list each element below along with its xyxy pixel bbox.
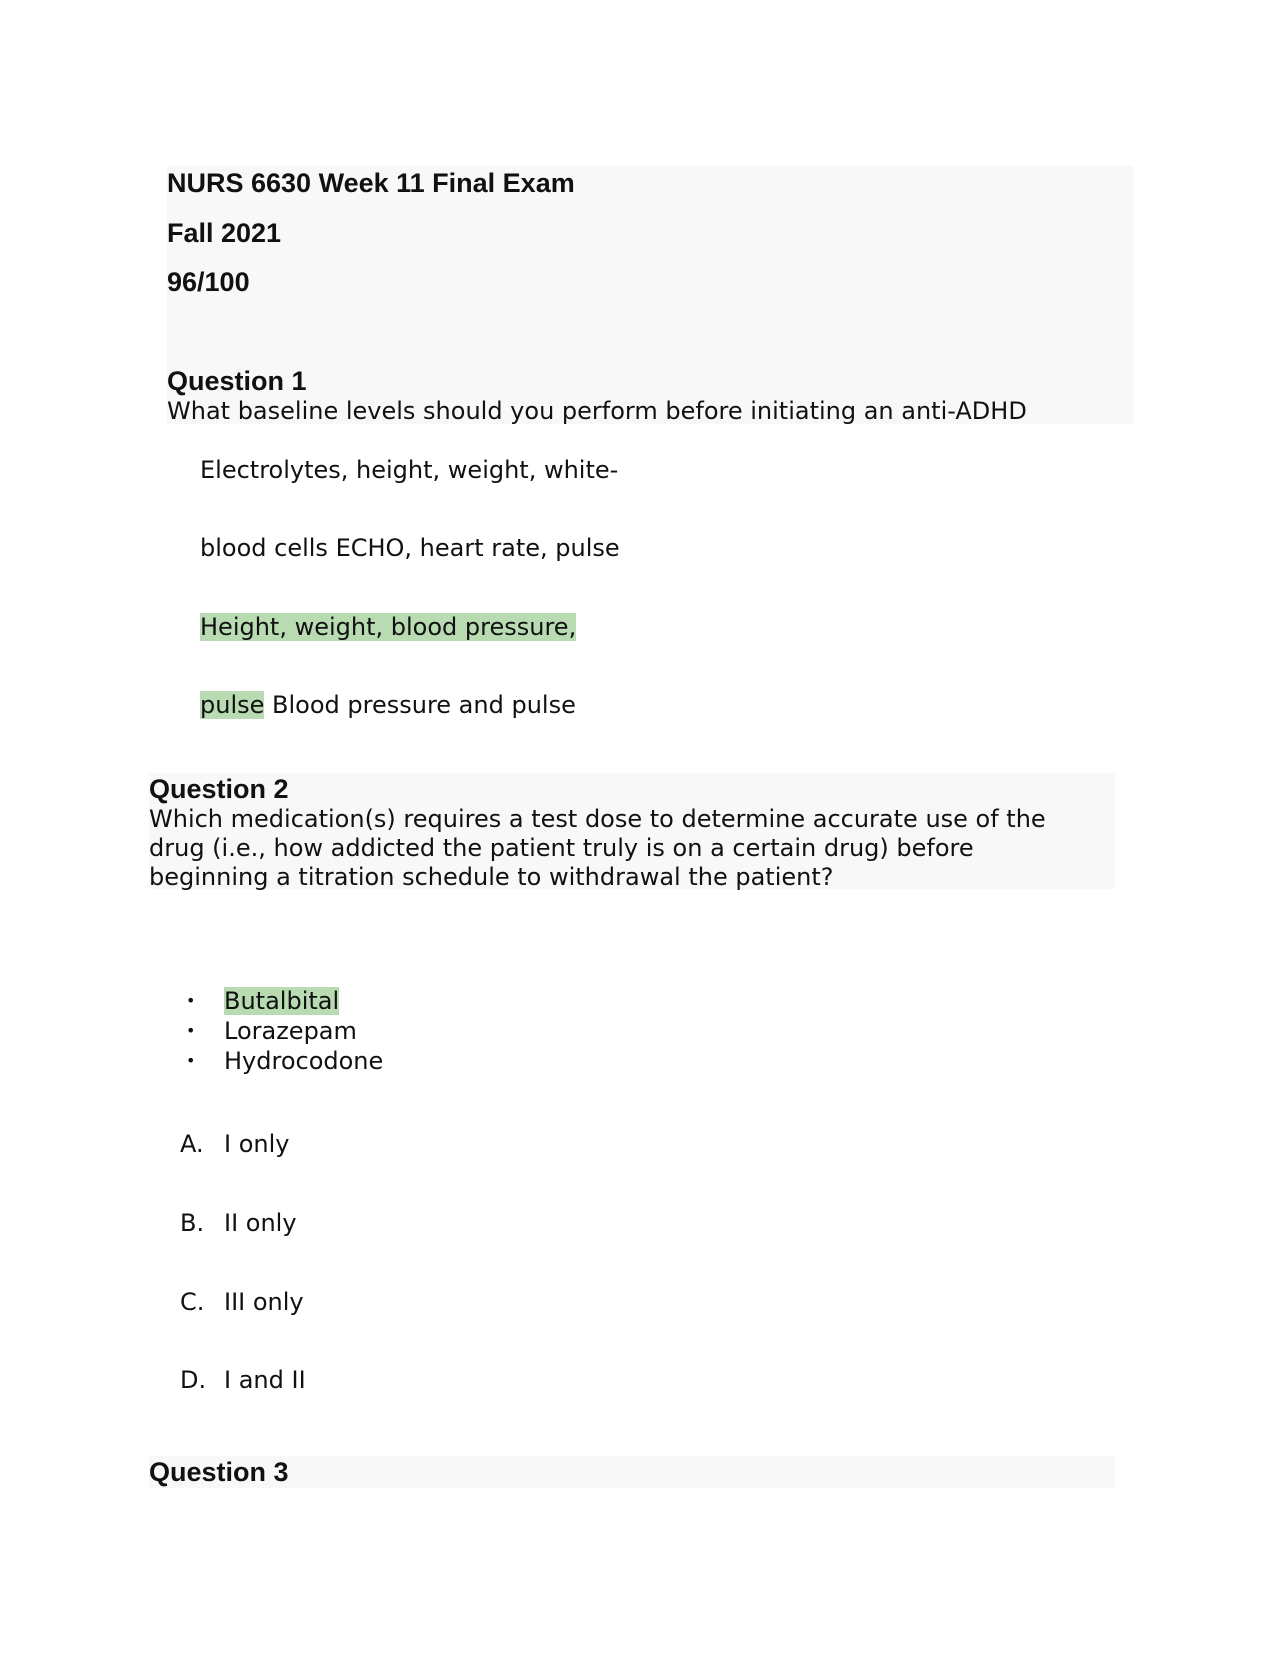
q2-correct-answer-highlight: Butalbital <box>224 987 340 1015</box>
option-letter: A. <box>180 1130 204 1158</box>
q1-answer-line-4 <box>200 690 576 720</box>
question-3-block <box>149 1456 1115 1488</box>
option-letter: B. <box>180 1209 205 1237</box>
bullet-icon: • <box>186 991 196 1010</box>
exam-term: Fall 2021 <box>167 218 282 248</box>
q1-answer-line-2: blood cells ECHO, heart rate, pulse <box>200 534 620 562</box>
q1-answer-line-3 <box>200 612 576 642</box>
option-text: III only <box>224 1288 304 1316</box>
question-2-prompt-line-3: beginning a titration schedule to withdrawal the patient? <box>149 863 834 891</box>
option-text: I only <box>224 1130 290 1158</box>
question-1-prompt: What baseline levels should you perform before initiating an anti-ADHD <box>167 397 1027 425</box>
option-text: I and II <box>224 1366 306 1394</box>
bullet-text <box>224 986 339 1016</box>
bullet-icon: • <box>186 1051 196 1070</box>
option-letter: D. <box>180 1366 207 1394</box>
q1-answer-line-1: Electrolytes, height, weight, white- <box>200 456 619 484</box>
bullet-text: Lorazepam <box>224 1017 357 1045</box>
header-block <box>167 166 1133 424</box>
option-text: II only <box>224 1209 297 1237</box>
question-2-prompt-line-1: Which medication(s) requires a test dose to determine accurate use of the <box>149 805 1046 833</box>
question-2-prompt-line-2: drug (i.e., how addicted the patient truly is on a certain drug) before <box>149 834 974 862</box>
bullet-text: Hydrocodone <box>224 1047 384 1075</box>
q1-correct-answer-highlight: Height, weight, blood pressure, <box>200 613 577 641</box>
q1-answer-line-4-rest: Blood pressure and pulse <box>264 691 576 719</box>
question-2-heading: Question 2 <box>149 774 289 804</box>
exam-title: NURS 6630 Week 11 Final Exam <box>167 168 575 198</box>
bullet-icon: • <box>186 1021 196 1040</box>
exam-score: 96/100 <box>167 267 250 297</box>
question-1-heading: Question 1 <box>167 366 307 396</box>
q1-correct-answer-highlight-end: pulse <box>200 691 265 719</box>
option-letter: C. <box>180 1288 205 1316</box>
question-3-heading: Question 3 <box>149 1457 289 1487</box>
